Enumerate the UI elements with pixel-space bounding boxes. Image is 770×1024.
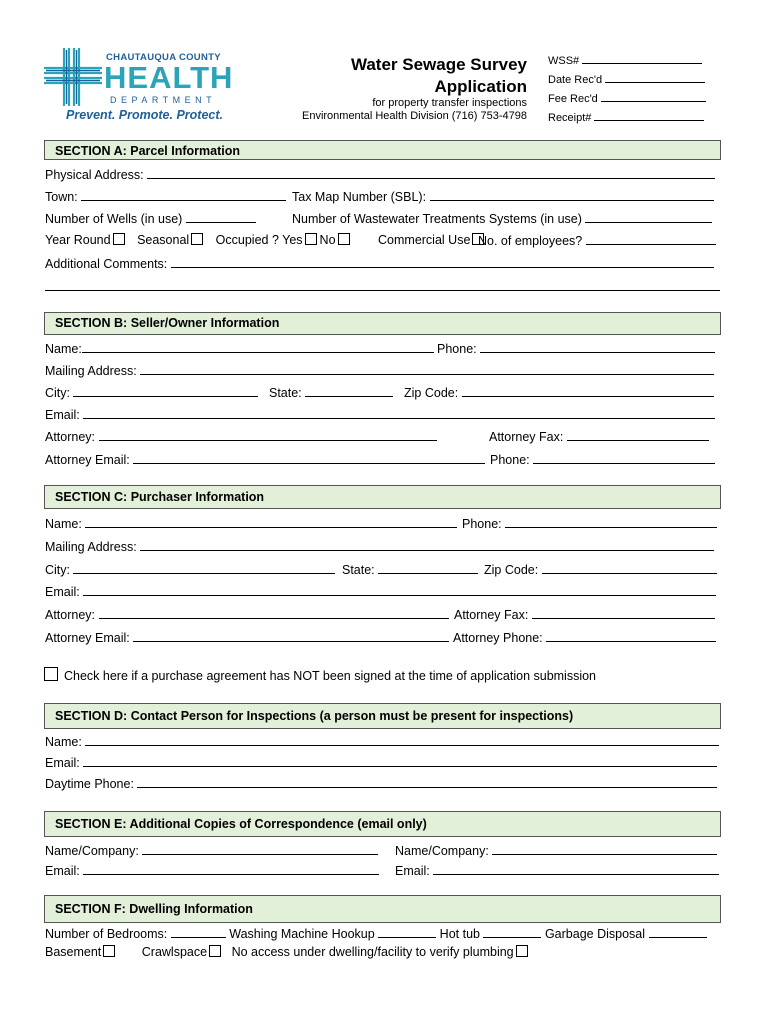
section-a-header: SECTION A: Parcel Information [44, 140, 721, 160]
purchaser-name-field[interactable]: Name: [45, 516, 457, 531]
division-info: Environmental Health Division (716) 753-4798 [301, 110, 527, 122]
washing-machine-field[interactable]: Washing Machine Hookup [229, 927, 436, 941]
form-title-line2: Application [434, 77, 527, 96]
purchaser-email-field[interactable]: Email: [45, 584, 716, 599]
form-title-line1: Water Sewage Survey [350, 55, 527, 74]
logo-tagline: Prevent. Promote. Protect. [66, 108, 223, 122]
seller-zip-field[interactable]: Zip Code: [404, 385, 714, 400]
seller-attorney-field[interactable]: Attorney: [45, 429, 437, 444]
purchaser-attorney-phone-field[interactable]: Attorney Phone: [453, 630, 716, 645]
basement-checkbox[interactable] [103, 945, 115, 957]
crawlspace-checkbox[interactable] [209, 945, 221, 957]
form-subtitle: for property transfer inspections [372, 97, 527, 109]
wastewater-field[interactable]: Number of Wastewater Treatments Systems (in use) [292, 211, 712, 226]
town-field[interactable]: Town: [45, 189, 286, 204]
purchaser-mailing-field[interactable]: Mailing Address: [45, 539, 714, 554]
copy2-name-company-field[interactable]: Name/Company: [395, 843, 717, 858]
copy2-email-field[interactable]: Email: [395, 863, 719, 878]
purchaser-attorney-fax-field[interactable]: Attorney Fax: [454, 607, 715, 622]
purchase-agreement-row: Check here if a purchase agreement has NOT been signed at the time of application submission [44, 667, 596, 683]
purchaser-phone-field[interactable]: Phone: [462, 516, 717, 531]
section-f-header: SECTION F: Dwelling Information [44, 895, 721, 923]
bedrooms-row [45, 926, 707, 941]
occupancy-row: Year Round Seasonal Occupied ? Yes No Commercial Use [45, 233, 487, 247]
section-d-header: SECTION D: Contact Person for Inspections (a person must be present for inspections) [44, 703, 721, 729]
health-cross-icon [42, 46, 104, 108]
seller-attorney-fax-field[interactable]: Attorney Fax: [489, 429, 709, 444]
seller-email-field[interactable]: Email: [45, 407, 715, 422]
seller-state-field[interactable]: State: [269, 385, 393, 400]
seller-name-field[interactable]: Name: [45, 341, 434, 356]
section-b-header: SECTION B: Seller/Owner Information [44, 312, 721, 335]
no-access-checkbox[interactable] [516, 945, 528, 957]
seller-city-field[interactable]: City: [45, 385, 258, 400]
bedrooms-field[interactable]: Number of Bedrooms: [45, 927, 226, 941]
seller-phone-field[interactable]: Phone: [437, 341, 715, 356]
seasonal-checkbox[interactable] [191, 233, 203, 245]
logo-health: HEALTH [104, 60, 234, 95]
seller-attorney-phone-field[interactable]: Phone: [490, 452, 715, 467]
purchaser-city-field[interactable]: City: [45, 562, 335, 577]
logo-department: DEPARTMENT [110, 95, 217, 105]
purchaser-state-field[interactable]: State: [342, 562, 478, 577]
purchaser-zip-field[interactable]: Zip Code: [484, 562, 717, 577]
tax-map-field[interactable]: Tax Map Number (SBL): [292, 189, 714, 204]
purchase-agreement-checkbox[interactable] [44, 667, 58, 681]
seller-attorney-email-field[interactable]: Attorney Email: [45, 452, 485, 467]
fee-recd-field[interactable]: Fee Rec'd [548, 90, 706, 105]
date-recd-field[interactable]: Date Rec'd [548, 71, 705, 86]
receipt-field[interactable]: Receipt# [548, 109, 704, 124]
purchaser-attorney-email-field[interactable]: Attorney Email: [45, 630, 449, 645]
purchaser-attorney-field[interactable]: Attorney: [45, 607, 449, 622]
section-c-header: SECTION C: Purchaser Information [44, 485, 721, 509]
copy1-email-field[interactable]: Email: [45, 863, 379, 878]
section-e-header: SECTION E: Additional Copies of Correspondence (email only) [44, 811, 721, 837]
employees-field[interactable]: No. of employees? [478, 233, 716, 248]
contact-email-field[interactable]: Email: [45, 755, 717, 770]
department-logo [42, 44, 242, 126]
contact-daytime-phone-field[interactable]: Daytime Phone: [45, 776, 717, 791]
occupied-yes-checkbox[interactable] [305, 233, 317, 245]
garbage-disposal-field[interactable]: Garbage Disposal [545, 927, 707, 941]
contact-name-field[interactable]: Name: [45, 734, 719, 749]
occupied-no-checkbox[interactable] [338, 233, 350, 245]
additional-comments-field[interactable]: Additional Comments: [45, 256, 714, 271]
wells-field[interactable]: Number of Wells (in use) [45, 211, 256, 226]
comments-line-2[interactable] [45, 290, 720, 291]
access-row: Basement Crawlspace No access under dwelling/facility to verify plumbing [45, 945, 531, 959]
wss-field[interactable]: WSS# [548, 52, 702, 67]
hot-tub-field[interactable]: Hot tub [440, 927, 542, 941]
logo-county: CHAUTAUQUA COUNTY [106, 52, 221, 63]
physical-address-field[interactable]: Physical Address: [45, 167, 715, 182]
seller-mailing-field[interactable]: Mailing Address: [45, 363, 714, 378]
copy1-name-company-field[interactable]: Name/Company: [45, 843, 378, 858]
year-round-checkbox[interactable] [113, 233, 125, 245]
